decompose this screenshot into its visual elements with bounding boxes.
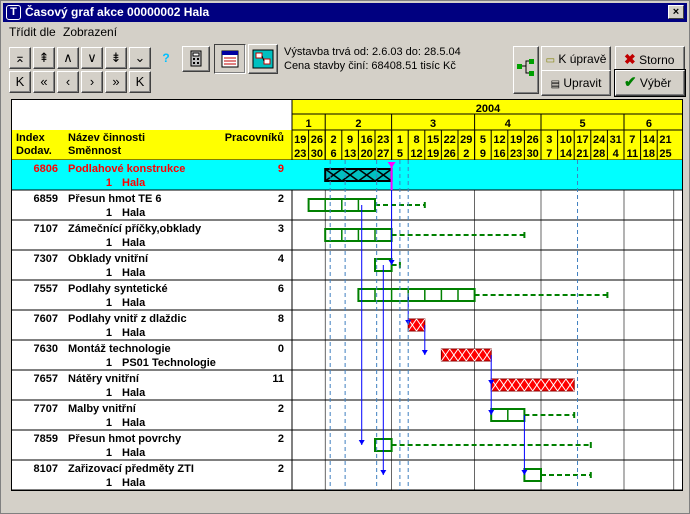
shift-header: Směnnost: [68, 145, 122, 157]
nav-top-button-3[interactable]: ∨: [81, 47, 103, 69]
row-index: 6806: [33, 163, 58, 175]
row-workers: 6: [277, 283, 284, 295]
row-workers: 2: [277, 193, 284, 205]
row-team: Hala: [122, 417, 146, 429]
to-edit-label: K úpravě: [558, 52, 607, 66]
month-label: 6: [645, 118, 652, 130]
row-index: 7557: [33, 283, 58, 295]
week-top-label: 10: [559, 134, 573, 146]
year-label: 2004: [475, 103, 501, 115]
calendar-icon: [215, 45, 245, 73]
row-team: PS01 Technologie: [122, 357, 216, 369]
calendar-button[interactable]: [214, 44, 246, 74]
row-team: Hala: [122, 447, 146, 459]
window-title: Časový graf akce 00000002 Hala: [25, 5, 210, 19]
supplier-header: Dodav.: [16, 145, 52, 157]
week-top-label: 2: [330, 134, 337, 146]
week-bottom-label: 23: [294, 148, 307, 160]
task-bar-selected: [325, 169, 391, 181]
row-name: Montáž technologie: [68, 343, 171, 355]
row-shift: 1: [105, 447, 112, 459]
week-top-label: 19: [509, 134, 523, 146]
row-workers: 2: [277, 463, 284, 475]
app-icon: T: [6, 5, 21, 20]
workers-header: Pracovníků: [224, 132, 284, 144]
nav-top-button-1[interactable]: ⇞: [33, 47, 55, 69]
row-workers: 2: [277, 433, 284, 445]
row-workers: 3: [277, 223, 284, 235]
tree-icon: [514, 47, 538, 93]
row-shift: 1: [105, 237, 112, 249]
row-shift: 1: [105, 297, 112, 309]
row-team: Hala: [122, 387, 146, 399]
nav-top-button-4[interactable]: ⇟: [105, 47, 127, 69]
row-shift: 1: [105, 207, 112, 219]
week-bottom-label: 2: [463, 148, 470, 160]
week-bottom-label: 4: [612, 148, 619, 160]
nav-top-button-5[interactable]: ⌄: [129, 47, 151, 69]
menu-bar: [3, 23, 687, 41]
week-bottom-label: 26: [443, 148, 456, 160]
row-workers: 2: [277, 403, 284, 415]
dependency-arrow: [380, 470, 386, 475]
week-bottom-label: 14: [559, 148, 573, 160]
index-header: Index: [16, 132, 45, 144]
month-label: 1: [305, 118, 312, 130]
checkmark-icon: ✔: [624, 74, 637, 91]
nav-bottom-button-4[interactable]: »: [105, 71, 127, 93]
week-bottom-label: 30: [526, 148, 539, 160]
cost-text: Cena stavby činí: 68408.51 tisíc Kč: [284, 60, 456, 72]
cancel-label: Storno: [639, 53, 675, 67]
week-top-label: 23: [377, 134, 390, 146]
row-team: Hala: [122, 267, 146, 279]
row-name: Podlahové konstrukce: [68, 163, 186, 175]
week-top-label: 12: [493, 134, 506, 146]
row-workers: 8: [277, 313, 284, 325]
row-index: 7607: [33, 313, 58, 325]
project-info: [284, 45, 461, 73]
task-bar: [358, 289, 474, 301]
row-team: Hala: [122, 327, 146, 339]
select-label: Výběr: [639, 76, 672, 90]
week-top-label: 16: [360, 134, 373, 146]
week-bottom-label: 16: [493, 148, 506, 160]
row-workers: 11: [272, 373, 284, 385]
row-index: 7859: [33, 433, 58, 445]
document-icon: ▤: [550, 79, 561, 90]
gantt-chart: [11, 99, 683, 491]
week-top-label: 1: [396, 134, 403, 146]
week-bottom-label: 19: [426, 148, 440, 160]
row-workers: 9: [277, 163, 284, 175]
row-index: 6859: [33, 193, 58, 205]
week-bottom-label: 13: [343, 148, 357, 160]
row-team: Hala: [122, 177, 146, 189]
row-workers: 0: [277, 343, 284, 355]
row-shift: 1: [105, 357, 112, 369]
edit-label: Upravit: [563, 76, 602, 90]
week-bottom-label: 28: [592, 148, 606, 160]
nav-top-button-0[interactable]: ⌅: [9, 47, 31, 69]
week-top-label: 9: [347, 134, 354, 146]
row-team: Hala: [122, 207, 146, 219]
week-bottom-label: 30: [310, 148, 324, 160]
row-name: Podlahy syntetické: [68, 283, 168, 295]
week-top-label: 15: [426, 134, 440, 146]
row-shift: 1: [105, 387, 112, 399]
row-workers: 4: [277, 253, 284, 265]
week-top-label: 19: [294, 134, 307, 146]
row-name: Podlahy vnitř z dlaždic: [68, 313, 187, 325]
to-edit-button[interactable]: [541, 46, 611, 72]
nav-bottom-button-5[interactable]: K: [129, 71, 151, 93]
week-top-label: 26: [526, 134, 539, 146]
week-top-label: 29: [460, 134, 473, 146]
week-bottom-label: 23: [509, 148, 523, 160]
row-name: Obklady vnitřní: [68, 253, 149, 265]
week-top-label: 5: [479, 134, 486, 146]
row-shift: 1: [105, 477, 112, 489]
week-bottom-label: 6: [330, 148, 337, 160]
week-bottom-label: 21: [576, 148, 589, 160]
calculator-icon: [183, 47, 209, 71]
row-name: Malby vnitřní: [68, 403, 136, 415]
row-name: Přesun hmot TE 6: [68, 193, 162, 205]
month-label: 4: [504, 118, 511, 130]
row-index: 7657: [33, 373, 58, 385]
month-label: 2: [355, 118, 362, 130]
gantt-svg: [12, 100, 683, 491]
week-top-label: 14: [642, 134, 656, 146]
red-x-icon: ✖: [624, 51, 636, 67]
week-top-label: 21: [659, 134, 672, 146]
week-top-label: 22: [443, 134, 456, 146]
week-bottom-label: 12: [410, 148, 423, 160]
menu-sort[interactable]: Třídit dle: [9, 25, 56, 39]
select-button[interactable]: [615, 70, 685, 96]
calculator-button[interactable]: [182, 46, 210, 72]
row-name: Zámečnící příčky,obklady: [68, 223, 202, 235]
week-top-label: 24: [592, 134, 606, 146]
network-button[interactable]: [248, 44, 278, 74]
row-shift: 1: [105, 177, 112, 189]
nav-bottom-button-1[interactable]: «: [33, 71, 55, 93]
row-team: Hala: [122, 297, 146, 309]
month-label: 3: [430, 118, 437, 130]
row-team: Hala: [122, 237, 146, 249]
week-top-label: 8: [413, 134, 420, 146]
row-index: 8107: [33, 463, 58, 475]
menu-view[interactable]: Zobrazení: [63, 25, 118, 39]
row-team: Hala: [122, 477, 146, 489]
title-bar: [3, 3, 687, 22]
row-index: 7107: [33, 223, 58, 235]
week-bottom-label: 5: [396, 148, 403, 160]
week-top-label: 7: [629, 134, 636, 146]
nav-bottom-button-2[interactable]: ‹: [57, 71, 79, 93]
week-bottom-label: 11: [626, 148, 639, 160]
edit-button[interactable]: [541, 70, 611, 96]
week-bottom-label: 7: [546, 148, 553, 160]
duration-text: Výstavba trvá od: 2.6.03 do: 28.5.04: [284, 46, 461, 58]
tree-view-button[interactable]: [513, 46, 539, 94]
close-button[interactable]: ×: [668, 5, 684, 19]
nav-bottom-button-0[interactable]: K: [9, 71, 31, 93]
row-name: Zařizovací předměty ZTI: [68, 463, 194, 475]
nav-bottom-button-3[interactable]: ›: [81, 71, 103, 93]
row-index: 7307: [33, 253, 58, 265]
nav-top-button-2[interactable]: ∧: [57, 47, 79, 69]
week-top-label: 26: [310, 134, 324, 146]
activity-header: Název činnosti: [68, 132, 146, 144]
row-index: 7630: [33, 343, 58, 355]
week-top-label: 31: [609, 134, 622, 146]
folder-icon: ▭: [545, 55, 556, 66]
week-top-label: 17: [576, 134, 589, 146]
row-name: Přesun hmot povrchy: [68, 433, 182, 445]
week-bottom-label: 25: [659, 148, 672, 160]
week-top-label: 3: [546, 134, 553, 146]
dependency-arrow: [422, 350, 428, 355]
row-index: 7707: [33, 403, 58, 415]
row-shift: 1: [105, 327, 112, 339]
row-shift: 1: [105, 417, 112, 429]
week-bottom-label: 20: [360, 148, 373, 160]
month-label: 5: [579, 118, 586, 130]
dependency-arrow: [359, 440, 365, 445]
help-icon[interactable]: ?: [162, 51, 170, 65]
row-name: Nátěry vnitřní: [68, 373, 139, 385]
week-bottom-label: 27: [377, 148, 390, 160]
week-bottom-label: 18: [642, 148, 656, 160]
cancel-button[interactable]: [615, 46, 685, 72]
row-shift: 1: [105, 267, 112, 279]
network-graph-icon: [249, 45, 277, 73]
week-bottom-label: 9: [479, 148, 486, 160]
